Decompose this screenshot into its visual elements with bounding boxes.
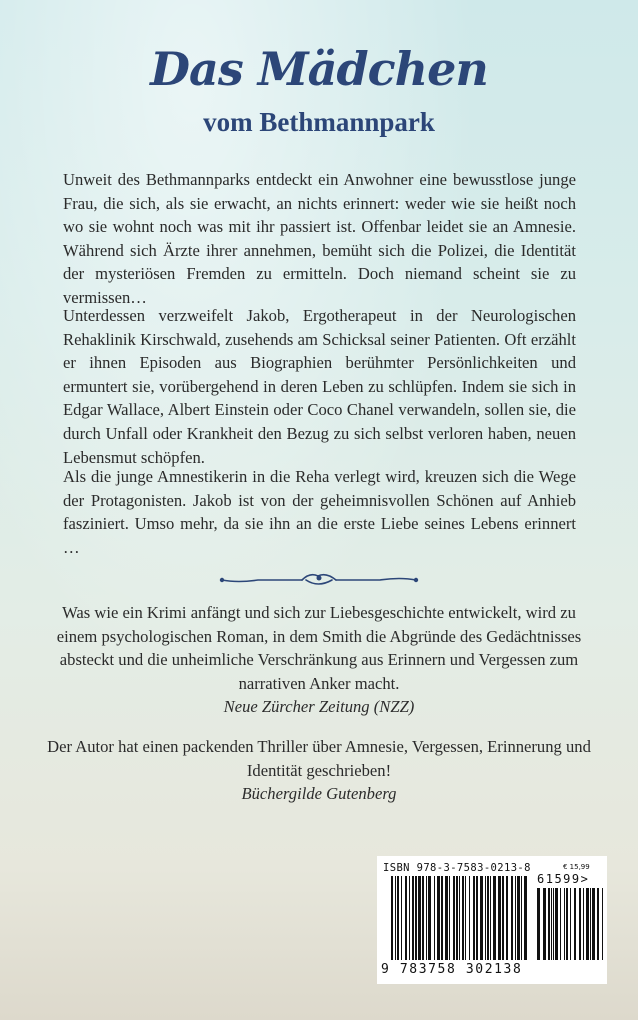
quote-source: Büchergilde Gutenberg — [241, 784, 397, 804]
quote-source: Neue Zürcher Zeitung (NZZ) — [223, 697, 415, 717]
quote-text: Was wie ein Krimi anfängt und sich zur Liebesgeschichte entwickelt, wird zu einem psychologischen Roman, in dem Smith die Abgründe des Gedächtnisses absteckt und die unheimliche Verschränkung aus Erinnern und Vergessen zum narrativen Anker macht. — [56, 603, 582, 693]
isbn-label: ISBN 978-3-7583-0213-8 — [383, 862, 531, 874]
ean-digits: 9 783758 302138 — [381, 962, 523, 977]
review-quote-1 — [44, 601, 594, 719]
price-label: € 15,99 — [563, 863, 590, 871]
book-subtitle: vom Bethmannpark — [203, 107, 435, 137]
barcode-panel — [377, 856, 607, 984]
review-quote-2 — [44, 735, 594, 806]
ornament-divider-icon — [218, 568, 420, 590]
book-title: Das Mädchen — [150, 42, 488, 96]
blurb-paragraph-2: Unterdessen verzweifelt Jakob, Ergotherapeut in der Neurologischen Rehaklinik Kirschwald, zusehends am Schicksal seiner Patienten. Oft erzählt er ihnen Episoden aus Biographien berühmter Persönlichkeiten und ermuntert sie, vorübergehend in deren Leben zu schlüpfen. Indem sie sich in Edgar Wallace, Albert Einstein oder Coco Chanel verwandeln, sollen sie, die durch Unfall oder Krankheit den Bezug zu sich selbst verloren haben, neuen Lebensmut schöpfen. — [63, 306, 576, 467]
blurb-paragraph-3: Als die junge Amnestikerin in die Reha verlegt wird, kreuzen sich die Wege der Protagonisten. Jakob ist von der geheimnisvollen Schönen auf Anhieb fasziniert. Umso mehr, da sie ihn an die erste Liebe seines Lebens erinnert … — [63, 467, 576, 557]
blurb-paragraph-1: Unweit des Bethmannparks entdeckt ein Anwohner eine bewusstlose junge Frau, die sich, als sie erwacht, an nichts erinnert: weder wie sie heißt noch wo sie wohnt noch was mit ihr passiert ist. Offenbar leidet sie an Amnesie. Während sich Ärzte ihrer annehmen, bemüht sich die Polizei, die Identität der mysteriösen Fremden zu ermitteln. Doch niemand scheint sie zu vermissen… — [63, 170, 576, 307]
quote-text: Der Autor hat einen packenden Thriller über Amnesie, Vergessen, Erinnerung und Identität geschrieben! — [47, 737, 591, 780]
addon-digits: 61599> — [537, 872, 590, 886]
